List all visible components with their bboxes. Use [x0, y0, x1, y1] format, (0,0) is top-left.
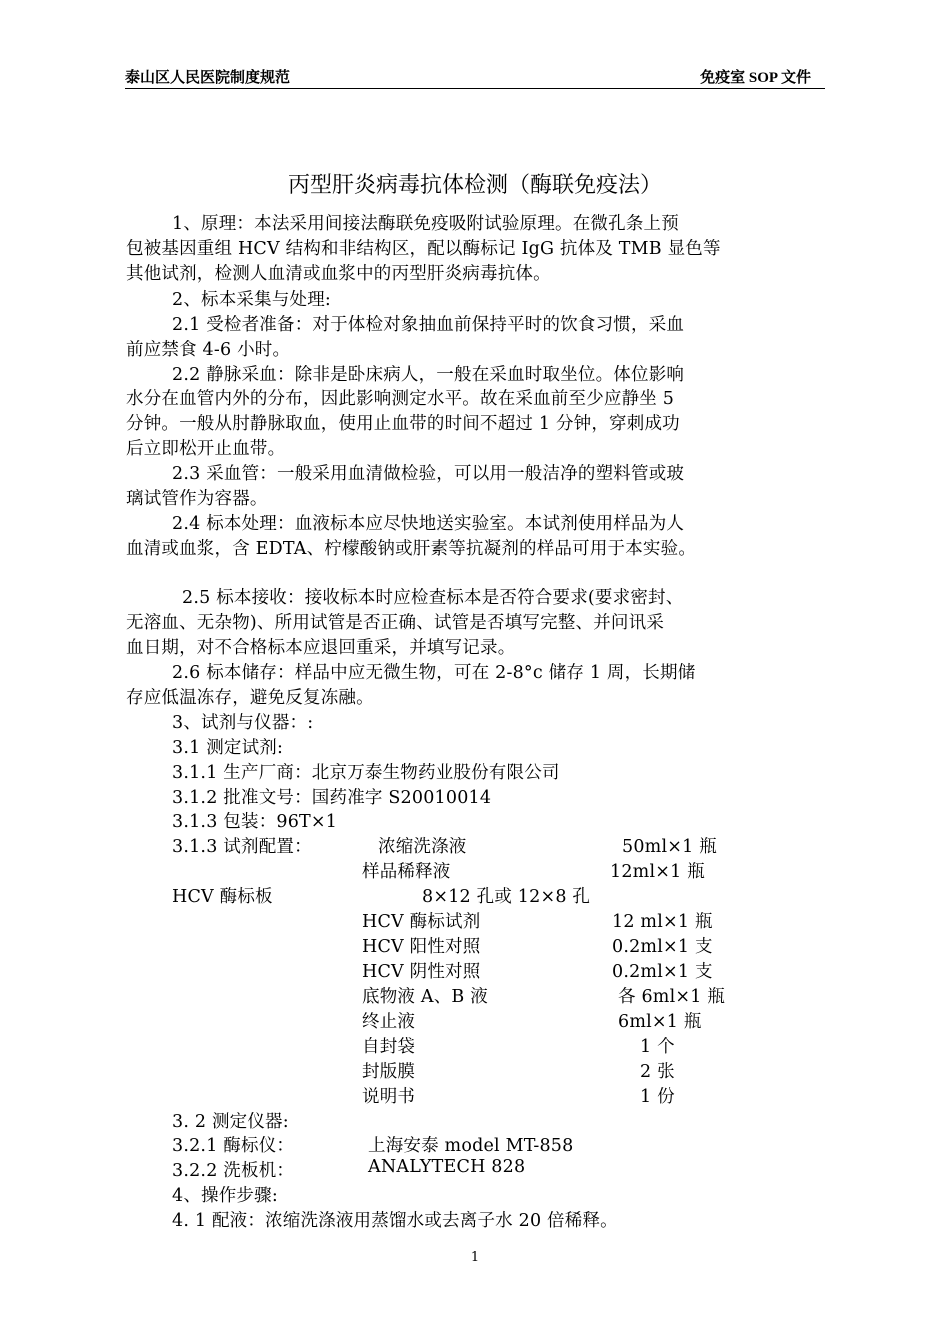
- reagent-name: 终止液: [362, 1012, 416, 1032]
- paragraph-line: 分钟。一般从肘静脉取血，使用止血带的时间不超过 1 分钟，穿刺成功: [126, 414, 680, 434]
- paragraph-line: 1、原理：本法采用间接法酶联免疫吸附试验原理。在微孔条上预: [172, 214, 679, 234]
- reagent-spec: 0.2ml×1 支: [612, 937, 713, 957]
- reagent-spec: 6ml×1 瓶: [618, 1012, 702, 1032]
- paragraph-line: 存应低温冻存，避免反复冻融。: [126, 688, 374, 708]
- reagent-name: HCV 阳性对照: [362, 937, 481, 957]
- reagent-name: 样品稀释液: [362, 862, 451, 882]
- instrument-value: 上海安泰 model MT-858: [368, 1136, 574, 1156]
- paragraph-line: 3.1.1 生产厂商：北京万泰生物药业股份有限公司: [172, 763, 560, 783]
- document-title: 丙型肝炎病毒抗体检测（酶联免疫法）: [287, 173, 662, 198]
- paragraph-line: 无溶血、无杂物)、所用试管是否正确、试管是否填写完整、并问讯采: [126, 613, 665, 633]
- reagent-name: 浓缩洗涤液: [378, 837, 467, 857]
- paragraph-line: 3.1.3 试剂配置：: [172, 837, 312, 857]
- page-header: [125, 62, 825, 89]
- paragraph-line: 前应禁食 4-6 小时。: [126, 340, 291, 360]
- section-heading: 3、试剂与仪器：:: [172, 713, 314, 733]
- header-left: 泰山区人民医院制度规范: [125, 70, 291, 86]
- reagent-name: HCV 酶标试剂: [362, 912, 481, 932]
- reagent-name: 自封袋: [362, 1037, 416, 1057]
- reagent-spec: 8×12 孔或 12×8 孔: [422, 887, 591, 907]
- paragraph-line: 3.2.2 洗板机：: [172, 1161, 295, 1181]
- paragraph-line: 2.4 标本处理：血液标本应尽快地送实验室。本试剂使用样品为人: [172, 514, 685, 534]
- reagent-spec: 1 份: [640, 1087, 675, 1107]
- reagent-spec: 0.2ml×1 支: [612, 962, 713, 982]
- reagent-name: 封版膜: [362, 1062, 416, 1082]
- reagent-name: 底物液 A、B 液: [362, 987, 488, 1007]
- reagent-spec: 12ml×1 瓶: [610, 862, 705, 882]
- reagent-spec: 2 张: [640, 1062, 675, 1082]
- paragraph-line: 3.1.2 批准文号：国药准字 S20010014: [172, 788, 492, 808]
- subsection-heading: 3. 2 测定仪器:: [172, 1112, 289, 1132]
- paragraph-line: 2.5 标本接收：接收标本时应检查标本是否符合要求(要求密封、: [182, 588, 684, 608]
- paragraph-line: 血清或血浆，含 EDTA、柠檬酸钠或肝素等抗凝剂的样品可用于本实验。: [126, 539, 697, 559]
- header-right: 免疫室 SOP 文件: [700, 70, 811, 86]
- reagent-spec: 1 个: [640, 1037, 675, 1057]
- paragraph-line: 2.6 标本储存：样品中应无微生物，可在 2-8°c 储存 1 周，长期储: [172, 663, 696, 683]
- paragraph-line: 水分在血管内外的分布，因此影响测定水平。故在采血前至少应静坐 5: [126, 389, 675, 409]
- page-number: 1: [470, 1250, 480, 1265]
- paragraph-line: 璃试管作为容器。: [126, 489, 268, 509]
- subsection-heading: 3.1 测定试剂:: [172, 738, 284, 758]
- paragraph-line: 2.1 受检者准备：对于体检对象抽血前保持平时的饮食习惯，采血: [172, 315, 685, 335]
- paragraph-line: 4. 1 配液：浓缩洗涤液用蒸馏水或去离子水 20 倍稀释。: [172, 1211, 618, 1231]
- paragraph-line: 后立即松开止血带。: [126, 439, 286, 459]
- paragraph-line: 3.1.3 包装：96T×1: [172, 812, 338, 832]
- reagent-name: HCV 酶标板: [172, 887, 273, 907]
- reagent-name: 说明书: [362, 1087, 416, 1107]
- reagent-name: HCV 阴性对照: [362, 962, 481, 982]
- reagent-spec: 12 ml×1 瓶: [612, 912, 713, 932]
- reagent-spec: 50ml×1 瓶: [622, 837, 717, 857]
- paragraph-line: 其他试剂，检测人血清或血浆中的丙型肝炎病毒抗体。: [126, 264, 551, 284]
- paragraph-line: 3.2.1 酶标仪：: [172, 1136, 295, 1156]
- paragraph-line: 血日期，对不合格标本应退回重采，并填写记录。: [126, 638, 516, 658]
- section-heading: 2、标本采集与处理:: [172, 290, 332, 310]
- paragraph-line: 2.3 采血管：一般采用血清做检验，可以用一般洁净的塑料管或玻: [172, 464, 685, 484]
- reagent-spec: 各 6ml×1 瓶: [618, 987, 726, 1007]
- instrument-value: ANALYTECH 828: [368, 1157, 526, 1177]
- paragraph-line: 包被基因重组 HCV 结构和非结构区，配以酶标记 IgG 抗体及 TMB 显色等: [126, 239, 721, 259]
- section-heading: 4、操作步骤:: [172, 1186, 278, 1206]
- paragraph-line: 2.2 静脉采血：除非是卧床病人，一般在采血时取坐位。体位影响: [172, 365, 685, 385]
